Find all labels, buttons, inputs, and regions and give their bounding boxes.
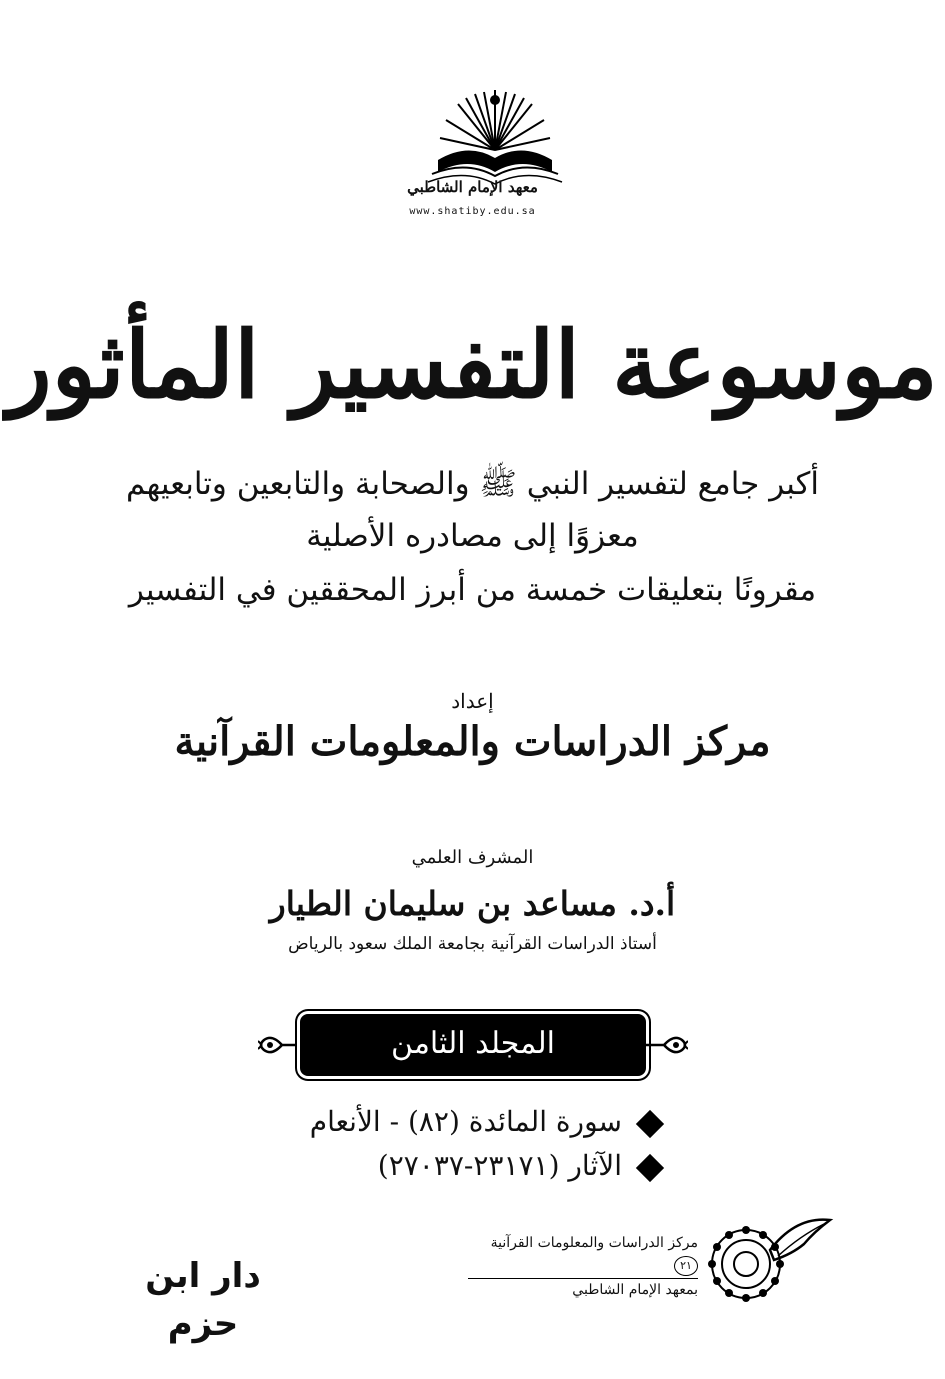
supervisor-label: المشرف العلمي xyxy=(411,847,534,868)
footer-institution-line-1: مركز الدراسات والمعلومات القرآنية xyxy=(490,1235,698,1251)
book-title: موسوعة التفسير المأثور xyxy=(7,311,938,419)
volume-banner xyxy=(258,1014,688,1078)
prepared-by-label: إعداد xyxy=(451,689,494,713)
right-scroll-ornament-icon xyxy=(646,1032,688,1058)
rosette-quill-icon xyxy=(704,1210,834,1310)
volume-label: المجلد الثامن xyxy=(391,1026,555,1061)
contents-item-athar xyxy=(300,1146,660,1186)
footer-institution xyxy=(468,1232,698,1301)
subtitle-line-2: معزوًا إلى مصادره الأصلية xyxy=(306,518,639,554)
series-number-badge: ٢١ xyxy=(674,1256,698,1276)
diamond-bullet-icon xyxy=(636,1153,664,1181)
subtitle-line-3: مقرونًا بتعليقات خمسة من أبرز المحققين في التفسير xyxy=(128,572,817,608)
contents-item-surahs xyxy=(300,1102,660,1142)
contents-item-text: سورة المائدة (٨٢) - الأنعام xyxy=(309,1105,622,1138)
footer-institution-line-2: بمعهد الإمام الشاطبي xyxy=(572,1282,698,1298)
left-scroll-ornament-icon xyxy=(258,1032,300,1058)
publisher-name: دار ابن حزم xyxy=(145,1256,261,1344)
contents-item-text: الآثار (٢٣١٧١-٢٧٠٣٧) xyxy=(377,1149,622,1182)
volume-label-box xyxy=(300,1014,646,1076)
supervisor-name: أ.د. مساعد بن سليمان الطيار xyxy=(269,884,676,923)
supervisor-affiliation: أستاذ الدراسات القرآنية بجامعة الملك سعود بالرياض xyxy=(288,934,657,954)
logo-caption: معهد الإمام الشاطبي xyxy=(407,178,538,196)
website-url: www.shatiby.edu.sa xyxy=(409,206,536,217)
diamond-bullet-icon xyxy=(636,1109,664,1137)
subtitle-line-1: أكبر جامع لتفسير النبي ﷺ والصحابة والتابعين وتابعيهم xyxy=(125,466,820,502)
preparing-center-name: مركز الدراسات والمعلومات القرآنية xyxy=(174,718,771,765)
